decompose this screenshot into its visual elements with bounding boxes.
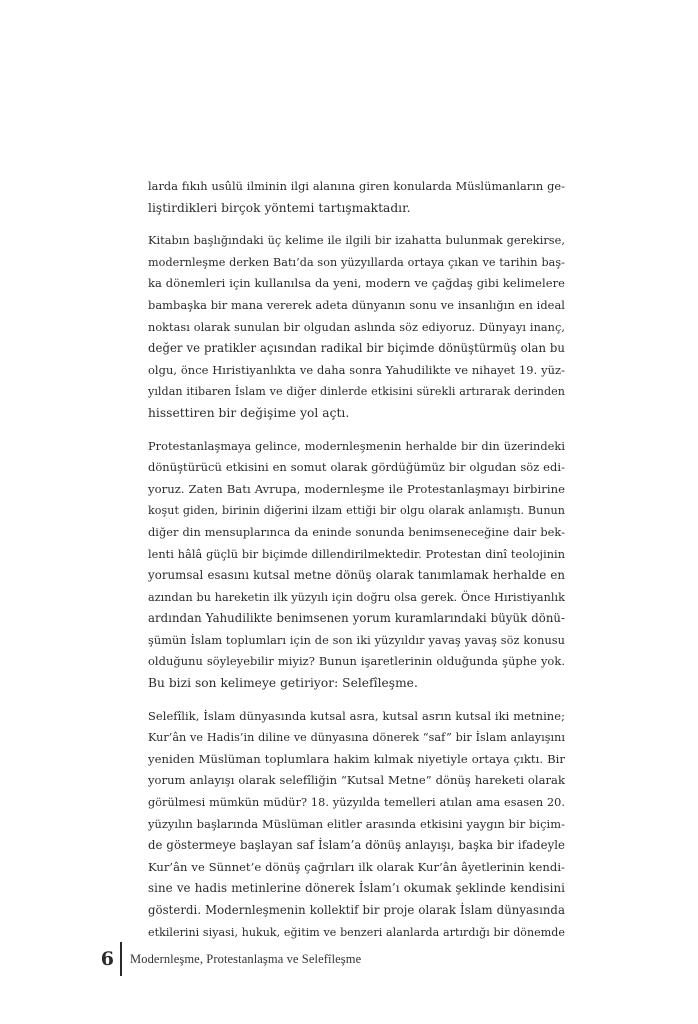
paragraph [148,706,565,944]
text-line: ka dönemleri için kullanılsa da yeni, modern ve çağdaş gibi kelimelere [148,276,565,291]
text-line: yıldan itibaren İslam ve diğer dinlerde etkisini sürekli artırarak derinden [148,385,565,399]
text-line: bambaşka bir mana vererek adeta dünyanın sonu ve insanlığın en ideal [148,297,565,312]
text-line: yorumsal esasını kutsal metne dönüş olarak tanımlamak herhalde en [148,568,565,583]
text-line: etkilerini siyasi, hukuk, eğitim ve benzeri alanlarda artırdığı bir dönemde [148,925,565,939]
page-number: 6 [100,948,114,970]
text-line: Kur’ân ve Hadis’in diline ve dünyasına dönerek “saf” bir İslam anlayışını [148,731,565,745]
text-line: larda fıkıh usûlü ilminin ilgi alanına giren konularda Müslümanların ge- [148,179,565,193]
text-line: azından bu hareketin ilk yüzyılı için doğru olsa gerek. Önce Hıristiyanlık [148,590,565,604]
text-line: Kitabın başlığındaki üç kelime ile ilgili bir izahatta bulunmak gerekirse, [148,234,565,248]
text-line: Kur’ân ve Sünnet’e dönüş çağrıları ilk olarak Kur’ân âyetlerinin kendi- [148,859,565,874]
text-line: görülmesi mümkün müdür? 18. yüzyılda temelleri atılan ama esasen 20. [148,796,565,810]
text-line: yeniden Müslüman toplumlara hakim kılmak niyetiyle ortaya çıktı. Bir [148,751,565,766]
text-line: noktası olarak sunulan bir olgudan aslında söz ediyoruz. Dünyayı inanç, [148,320,565,334]
text-line: Protestanlaşmaya gelince, modernleşmenin herhalde bir din üzerindeki [148,438,565,453]
text-line: liştirdikleri birçok yöntemi tartışmaktadır. [148,200,411,215]
text-line: yüzyılın başlarında Müslüman elitler arasında etkisini yaygın bir biçim- [148,816,565,831]
page-footer [96,940,361,978]
text-line: koşut giden, birinin diğerini ilzam ettiği bir olgu olarak anlamıştı. Bunun [148,504,565,518]
paragraph [148,176,565,219]
footer-divider [120,942,122,976]
text-line: Bu bizi son kelimeye getiriyor: Selefîleşme. [148,676,418,691]
text-line: sine ve hadis metinlerine dönerek İslam’ı okumak şeklinde kendisini [148,881,565,896]
text-line: dönüştürücü etkisini en somut olarak gördüğümüz bir olgudan söz edi- [148,460,565,475]
text-line: şümün İslam toplumları için de son iki yüzyıldır yavaş yavaş söz konusu [148,632,565,647]
text-line: de göstermeye başlayan saf İslam’a dönüş anlayışı, başka bir ifadeyle [148,838,565,853]
running-title: Modernleşme, Protestanlaşma ve Selefîleşme [130,951,362,966]
text-line: değer ve pratikler açısından radikal bir biçimde dönüştürmüş olan bu [148,341,565,356]
text-line: gösterdi. Modernleşmenin kollektif bir proje olarak İslam dünyasında [148,903,565,917]
text-line: Selefîlik, İslam dünyasında kutsal asra, kutsal asrın kutsal iki metnine; [148,708,565,723]
text-line: ardından Yahudilikte benimsenen yorum kuramlarındaki büyük dönü- [148,611,565,626]
text-line: olduğunu söyleyebilir miyiz? Bunun işaretlerinin olduğunda şüphe yok. [148,654,565,669]
text-line: yorum anlayışı olarak selefîliğin “Kutsal Metne” dönüş hareketi olarak [148,773,565,788]
text-line: lenti hâlâ güçlü bir biçimde dillendirilmektedir. Protestan dinî teolojinin [148,547,565,561]
text-line: olgu, önce Hıristiyanlıkta ve daha sonra Yahudilikte ve nihayet 19. yüz- [148,362,565,377]
text-line: diğer din mensuplarınca da eninde sonunda benimseneceğine dair bek- [148,524,565,539]
text-line: hissettiren bir değişime yol açtı. [148,405,350,420]
text-line: yoruz. Zaten Batı Avrupa, modernleşme ile Protestanlaşmayı birbirine [148,481,565,496]
paragraph [148,230,565,424]
paragraph [148,436,565,695]
body-text [148,176,565,954]
text-line: modernleşme derken Batı’da son yüzyıllarda ortaya çıkan ve tarihin baş- [148,255,565,269]
